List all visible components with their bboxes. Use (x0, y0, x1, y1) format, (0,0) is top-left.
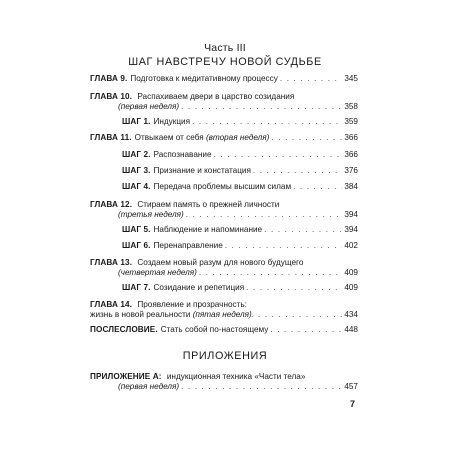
leader-dots (253, 166, 342, 176)
leader-dots (199, 268, 342, 278)
page-number: 366 (344, 133, 358, 142)
entry-subtitle: (третья неделя) (118, 210, 184, 219)
entry-label: ШАГ 1. (122, 117, 151, 126)
toc-entry-step-7[interactable] (122, 283, 358, 293)
leader-dots (192, 117, 342, 127)
entry-label: ГЛАВА 13. (90, 258, 133, 267)
toc-entry-chapter-12[interactable] (90, 200, 358, 220)
toc-entry-chapter-13[interactable] (90, 258, 358, 278)
entry-label: ШАГ 7. (122, 283, 151, 292)
entry-title: Создаем новый разум для нового будущего (137, 258, 304, 267)
toc-entry-step-4[interactable] (122, 182, 358, 192)
entry-title: Распознавание (153, 150, 212, 159)
part-number: Часть III (204, 42, 246, 54)
entry-title: индукционная техника «Части тела» (166, 372, 306, 381)
entry-subtitle: (пятая неделя) (192, 310, 252, 319)
page-number: 394 (344, 210, 358, 219)
page-number: 366 (344, 150, 358, 159)
leader-dots (293, 182, 342, 192)
page-number: 434 (344, 310, 358, 319)
page-number: 409 (344, 268, 358, 277)
entry-label: ШАГ 5. (122, 225, 151, 234)
page-number: 358 (344, 102, 358, 111)
leader-dots (214, 150, 343, 160)
page-number: 402 (344, 241, 358, 250)
leader-dots (181, 102, 342, 112)
entry-label: ШАГ 3. (122, 166, 151, 175)
entry-title: Индукция (153, 117, 191, 126)
leader-dots (264, 225, 342, 235)
appendix-heading: ПРИЛОЖЕНИЯ (182, 350, 268, 362)
leader-dots (271, 133, 342, 143)
page-folio: 7 (350, 399, 356, 409)
part-title: ШАГ НАВСТРЕЧУ НОВОЙ СУДЬБЕ (128, 56, 322, 68)
toc-entry-step-3[interactable] (122, 166, 358, 176)
entry-label: ШАГ 2. (122, 150, 151, 159)
entry-title-line-2: жизнь в новой реальности (90, 310, 191, 319)
toc-entry-chapter-9[interactable] (90, 74, 358, 84)
entry-label: ПРИЛОЖЕНИЕ А: (90, 372, 162, 381)
entry-title: Стать собой по-настоящему (160, 325, 269, 334)
toc-entry-step-1[interactable] (122, 117, 358, 127)
toc-entry-afterword[interactable] (90, 325, 358, 335)
entry-title: Признание и констатация (153, 166, 251, 175)
toc-entry-chapter-10[interactable] (90, 92, 358, 112)
entry-label: ПОСЛЕСЛОВИЕ. (90, 325, 158, 334)
entry-label: ГЛАВА 10. (90, 92, 133, 101)
page-number: 376 (344, 166, 358, 175)
entry-title: Созидание и репетиция (153, 283, 245, 292)
toc-entry-appendix-a[interactable] (90, 372, 358, 392)
toc-entry-chapter-14[interactable] (90, 300, 358, 320)
entry-title: Перенаправление (153, 241, 223, 250)
entry-title: Проявление и прозрачность: (137, 300, 247, 309)
entry-title: Отвыкаем от себя (134, 133, 204, 142)
entry-title: Наблюдение и напоминание (153, 225, 263, 234)
entry-subtitle: (четвертая неделя) (118, 268, 197, 277)
toc-entry-step-6[interactable] (122, 241, 358, 251)
page-number: 345 (344, 74, 358, 83)
entry-title: Передача проблемы высшим силам (153, 182, 292, 191)
page-number: 359 (344, 117, 358, 126)
leader-dots (181, 382, 342, 392)
entry-title: Подготовка к медитативному процессу (130, 74, 278, 83)
page-number: 409 (344, 283, 358, 292)
page-number: 457 (344, 382, 358, 391)
entry-subtitle: (первая неделя) (118, 382, 180, 391)
leader-dots (225, 241, 343, 251)
entry-label: ШАГ 6. (122, 241, 151, 250)
entry-title: Распахиваем двери в царство созидания (137, 92, 295, 101)
leader-dots (280, 74, 342, 84)
page-number: 448 (344, 325, 358, 334)
toc-entry-step-2[interactable] (122, 150, 358, 160)
page-number: 384 (344, 182, 358, 191)
entry-label: ГЛАВА 9. (90, 74, 128, 83)
entry-label: ГЛАВА 11. (90, 133, 132, 142)
toc-entry-chapter-11[interactable] (90, 133, 358, 143)
leader-dots (246, 283, 342, 293)
entry-label: ШАГ 4. (122, 182, 151, 191)
leader-dots (270, 325, 342, 335)
entry-label: ГЛАВА 14. (90, 300, 133, 309)
entry-subtitle: (вторая неделя) (205, 133, 270, 142)
toc-entry-step-5[interactable] (122, 225, 358, 235)
leader-dots (186, 210, 343, 220)
entry-label: ГЛАВА 12. (90, 200, 133, 209)
entry-subtitle: (первая неделя) (118, 102, 180, 111)
page-number: 394 (344, 225, 358, 234)
leader-dots (251, 310, 342, 320)
entry-title: Стираем память о прежней личности (137, 200, 280, 209)
